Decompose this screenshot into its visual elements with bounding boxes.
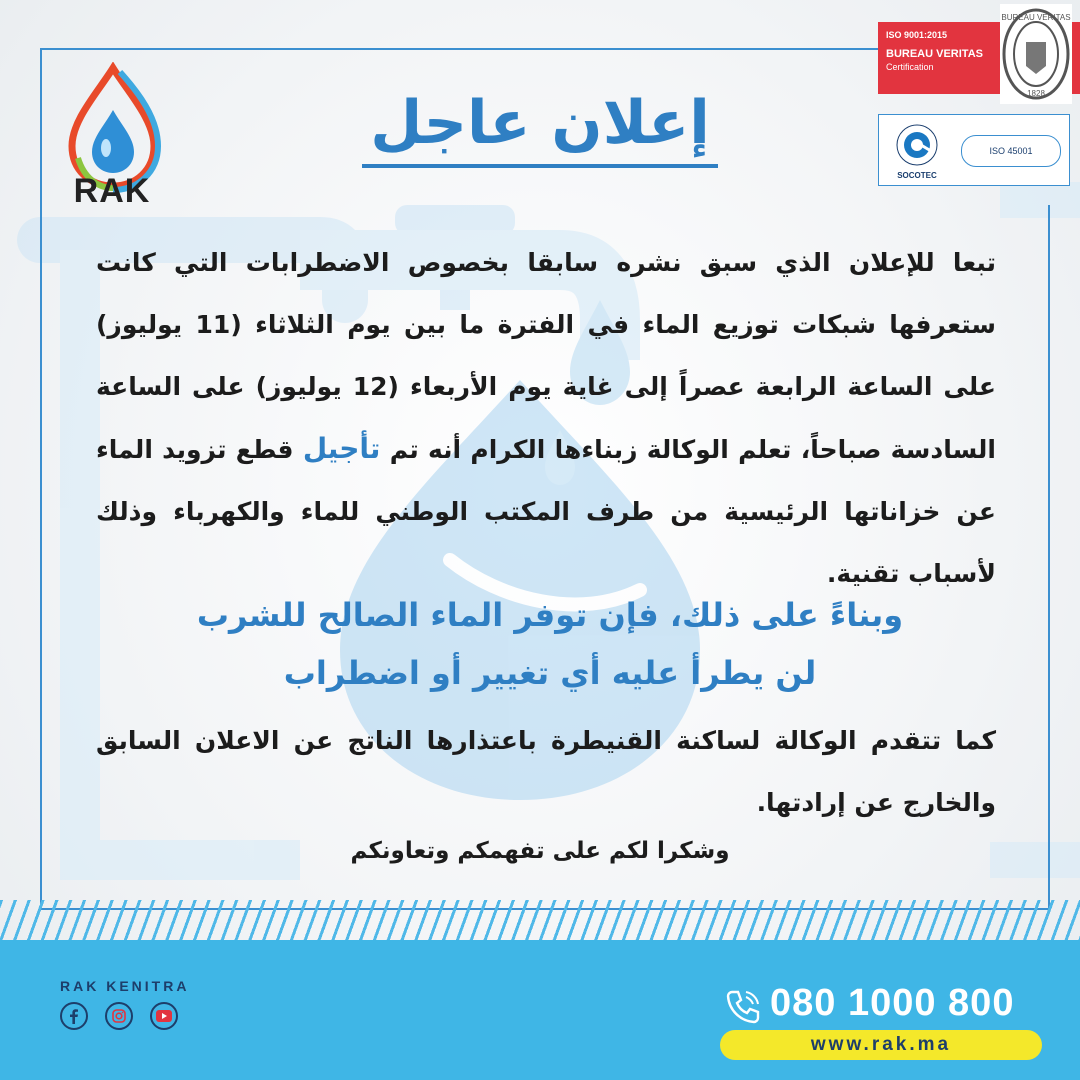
phone-icon <box>722 986 764 1028</box>
hotline-number[interactable]: 080 1000 800 <box>770 982 1015 1024</box>
water-availability-statement <box>150 586 950 702</box>
socotec-name: SOCOTEC <box>897 171 937 180</box>
title-underline <box>362 164 718 168</box>
instagram-icon[interactable] <box>105 1002 133 1030</box>
facebook-icon[interactable] <box>60 1002 88 1030</box>
paragraph-1-end: قطع تزويد الماء عن خزاناتها الرئيسية من طرف المكتب الوطني للماء والكهرباء وذلك لأسباب تقنية. <box>96 435 996 588</box>
thanks-line: وشكرا لكم على تفهمكم وتعاونكم <box>350 838 730 864</box>
website-link[interactable]: www.rak.ma <box>810 1034 952 1055</box>
statement-line-1: وبناءً على ذلك، فإن توفر الماء الصالح للشرب <box>196 596 904 634</box>
paragraph-1-start: تبعا للإعلان الذي سبق نشره سابقا بخصوص الاضطرابات التي كانت ستعرفها شبكات توزيع الماء في الفترة ما بين يوم الثلاثاء (11 يوليوز) على الساعة الرابعة عصراً إلى غاية يوم الأربعاء (12 يوليوز) على الساعة السادسة صباحاً، تعلم الوكالة زبناءها الكرام أنه تم <box>96 248 997 464</box>
page-title: إعلان عاجل <box>370 88 710 158</box>
bv-seal-year: 1828 <box>1027 89 1045 98</box>
hatched-divider <box>0 900 1080 940</box>
socotec-iso-label: ISO 45001 <box>961 135 1061 167</box>
bv-name: BUREAU VERITAS <box>886 48 983 60</box>
bv-seal-text: BUREAU VERITAS <box>1001 13 1071 22</box>
rak-logo-text: RAK <box>73 172 151 210</box>
bureau-veritas-seal-icon <box>1000 4 1072 104</box>
bv-iso-label: ISO 9001:2015 <box>886 30 948 40</box>
bv-certification: Certification <box>886 62 934 72</box>
statement-line-2: لن يطرأ عليه أي تغيير أو اضطراب <box>283 654 817 692</box>
content-frame-right <box>1048 205 1050 910</box>
announcement-paragraph-1 <box>96 232 996 605</box>
footer-brand-name: RAK KENITRA <box>60 978 190 994</box>
socotec-badge <box>878 114 1070 186</box>
youtube-icon[interactable] <box>150 1002 178 1030</box>
announcement-paragraph-2: كما تتقدم الوكالة لساكنة القنيطرة باعتذارها الناتج عن الاعلان السابق والخارج عن إرادتها. <box>96 726 996 817</box>
postponement-highlight: تأجيل <box>302 432 381 465</box>
